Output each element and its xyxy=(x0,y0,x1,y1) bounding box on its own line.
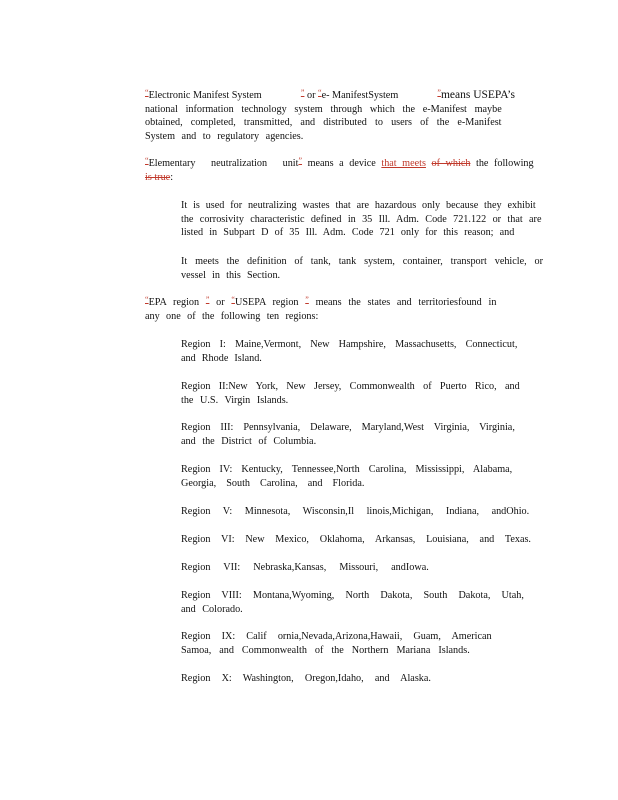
condition-item-2 xyxy=(181,255,553,282)
region-line2: Samoa, and Commonwealth of the Northern Mariana Islands. xyxy=(181,644,470,656)
colon: : xyxy=(170,171,174,183)
para1-line4: System and to regulatory agencies. xyxy=(145,130,304,142)
region-line1: Region III: Pennsylvania, Delaware, Maryland,West Virginia, Virginia, xyxy=(181,422,515,433)
term-electronic-manifest-system: Electronic Manifest System xyxy=(148,90,262,101)
region-line2: the U.S. Virgin Islands. xyxy=(181,394,289,406)
region-vii xyxy=(181,561,531,575)
means-usepa: means USEPA’s xyxy=(440,89,515,101)
region-line1: Region V: Minnesota, Wisconsin,Il linois,Michigan, Indiana, andOhio. xyxy=(181,506,530,517)
para2-line2 xyxy=(145,171,540,185)
revision-mark: ” xyxy=(205,295,210,304)
region-i xyxy=(181,338,531,365)
term-e-manifest-system: e- ManifestSystem xyxy=(321,90,399,101)
the-following: the following xyxy=(475,158,534,169)
region-line1: Region X: Washington, Oregon,Idaho, and Alaska. xyxy=(181,673,431,684)
para2-line1 xyxy=(145,157,540,171)
region-line2: Georgia, South Carolina, and Florida. xyxy=(181,477,365,489)
revision-mark: “ xyxy=(318,88,322,97)
term-usepa-region: USEPA region xyxy=(234,297,299,308)
region-line1: Region VIII: Montana,Wyoming, North Dakota, South Dakota, Utah, xyxy=(181,590,524,601)
region-line1: Region VI: New Mexico, Oklahoma, Arkansas, Louisiana, and Texas. xyxy=(181,534,531,545)
item2-line2: vessel in this Section. xyxy=(181,269,281,281)
para1-line3: obtained, completed, transmitted, and distributed to users of the e-Manifest xyxy=(145,117,502,128)
definition-electronic-manifest-system xyxy=(145,89,515,143)
revision-mark: “ xyxy=(145,88,149,97)
condition-item-1 xyxy=(181,199,553,240)
region-line2: and Rhode Island. xyxy=(181,352,262,364)
region-x xyxy=(181,672,531,686)
para3-line1 xyxy=(145,296,535,310)
word-or: or xyxy=(216,297,225,308)
revision-mark: “ xyxy=(145,295,149,304)
region-line1: Region I: Maine,Vermont, New Hampshire, Massachusetts, Connecticut, xyxy=(181,339,518,350)
word-or: or xyxy=(306,90,316,101)
means-a-device: means a device xyxy=(307,158,376,169)
region-iii xyxy=(181,421,531,448)
definition-elementary-neutralization-unit xyxy=(145,157,540,184)
region-line1: Region II:New York, New Jersey, Commonwealth of Puerto Rico, and xyxy=(181,381,520,392)
revision-mark: ” xyxy=(437,88,441,97)
revision-mark: “ xyxy=(231,295,235,304)
para3-line2: any one of the following ten regions: xyxy=(145,310,319,322)
revision-mark: ” xyxy=(305,295,309,304)
region-viii xyxy=(181,589,531,616)
definition-epa-region xyxy=(145,296,535,323)
revision-mark: “ xyxy=(145,156,149,165)
item1-line2: the corrosivity characteristic defined in 35 Ill. Adm. Code 721.122 or that are xyxy=(181,213,542,225)
term-epa-region: EPA region xyxy=(148,297,200,308)
para1-line1 xyxy=(145,89,515,103)
item1-line3: listed in Subpart D of 35 Ill. Adm. Code 721 only for this reason; and xyxy=(181,227,515,238)
para1-line2: national information technology system through which the e-Manifest maybe xyxy=(145,103,502,115)
region-line2: and the District of Columbia. xyxy=(181,435,317,447)
region-line2: and Colorado. xyxy=(181,603,243,615)
deleted-text: of which xyxy=(431,158,471,169)
region-vi xyxy=(181,533,531,547)
region-line1: Region IX: Calif ornia,Nevada,Arizona,Hawaii, Guam, American xyxy=(181,631,492,642)
revision-mark: ” xyxy=(300,88,305,97)
region-v xyxy=(181,505,531,519)
item1-line1: It is used for neutralizing wastes that are hazardous only because they exhibit xyxy=(181,200,536,211)
item2-line1: It meets the definition of tank, tank system, container, transport vehicle, or xyxy=(181,256,544,267)
region-line1: Region VII: Nebraska,Kansas, Missouri, andIowa. xyxy=(181,562,429,573)
revision-mark: ” xyxy=(298,156,303,165)
deleted-text: is true xyxy=(145,171,171,183)
inserted-text: that meets xyxy=(381,158,426,169)
means-states-territories: means the states and territoriesfound in xyxy=(315,297,497,308)
region-iv xyxy=(181,463,531,490)
region-line1: Region IV: Kentucky, Tennessee,North Carolina, Mississippi, Alabama, xyxy=(181,464,513,475)
term-elementary-neutralization-unit: Elementary neutralization unit xyxy=(148,158,299,169)
region-ii xyxy=(181,380,531,407)
region-ix xyxy=(181,630,531,657)
